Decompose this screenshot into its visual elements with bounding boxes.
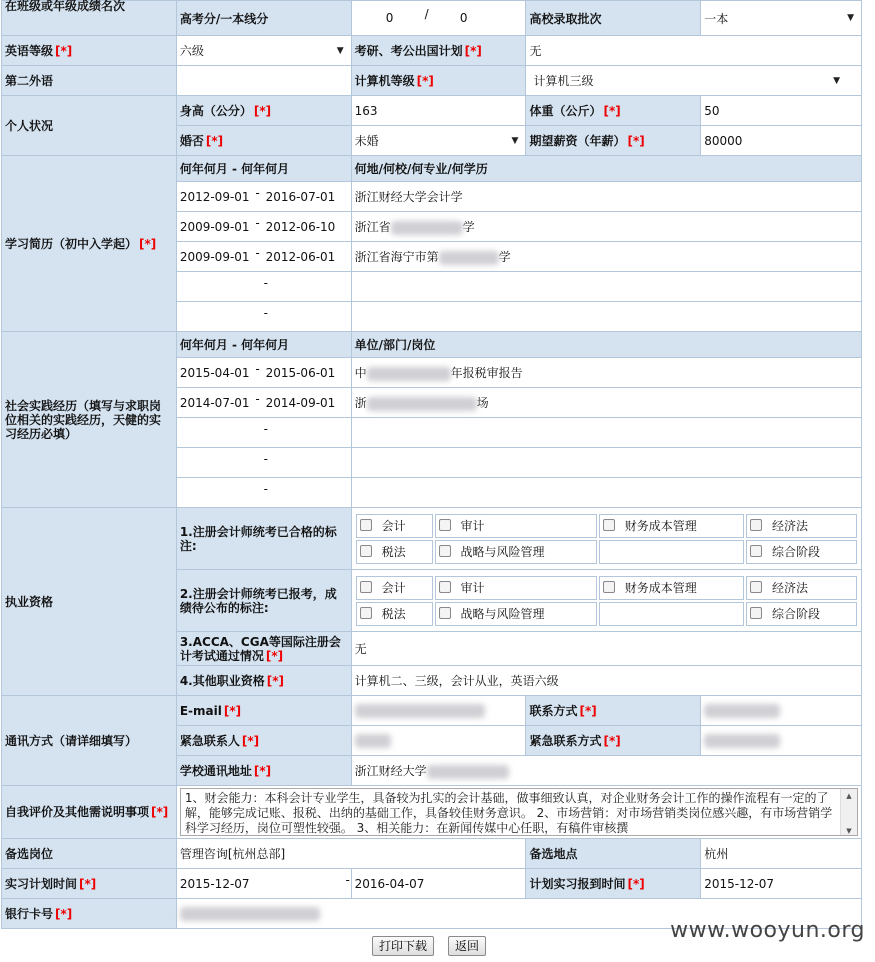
required-mark: [*]	[416, 74, 434, 88]
checkbox-economic-law[interactable]: 经济法	[746, 576, 857, 600]
practice-info-cell[interactable]: 浙 场	[351, 388, 861, 418]
redacted-text	[439, 251, 499, 265]
redacted-text	[704, 734, 780, 748]
checkbox-financial-cost[interactable]: 财务成本管理	[599, 514, 744, 538]
emergency-label: 紧急联系人 [*]	[176, 726, 351, 756]
required-mark: [*]	[464, 44, 482, 58]
practice-date-cell[interactable]: 2015-04-01 - 2015-06-01	[176, 358, 351, 388]
required-mark: [*]	[205, 134, 224, 148]
checkbox-accounting[interactable]: 会计	[356, 576, 433, 600]
emergency-input[interactable]	[351, 726, 526, 756]
emergency-phone-input[interactable]	[701, 726, 862, 756]
self-eval-cell	[176, 786, 861, 839]
back-button[interactable]: 返回	[448, 936, 486, 956]
second-lang-input[interactable]	[176, 66, 351, 96]
redacted-text	[355, 734, 391, 748]
weight-label: 体重（公斤） [*]	[526, 96, 701, 126]
address-input[interactable]: 浙江财经大学	[351, 756, 861, 786]
email-label: E-mail [*]	[176, 696, 351, 726]
q3-input[interactable]: 无	[351, 632, 861, 666]
english-select[interactable]	[176, 36, 351, 66]
computer-label: 计算机等级 [*]	[351, 66, 526, 96]
required-mark: [*]	[55, 907, 73, 921]
self-eval-label: 自我评价及其他需说明事项 [*]	[2, 786, 177, 839]
salary-input[interactable]: 80000	[701, 126, 862, 156]
required-mark: [*]	[151, 805, 169, 819]
salary-label: 期望薪资（年薪） [*]	[526, 126, 701, 156]
checkbox-tax[interactable]: 税法	[356, 602, 433, 626]
phone-label: 联系方式 [*]	[526, 696, 701, 726]
batch-select[interactable]	[701, 1, 862, 36]
required-mark: [*]	[579, 704, 597, 718]
redacted-text	[180, 907, 320, 921]
education-date-cell[interactable]: -	[176, 272, 351, 302]
education-info-cell[interactable]: 浙江省海宁市第 学	[351, 242, 861, 272]
report-time-input[interactable]: 2015-12-07	[701, 869, 862, 899]
required-mark: [*]	[265, 648, 284, 663]
education-info-cell[interactable]: 浙江财经大学会计学	[351, 182, 861, 212]
checkbox-empty	[599, 602, 744, 626]
education-date-cell[interactable]: 2009-09-01 - 2012-06-10	[176, 212, 351, 242]
required-mark: [*]	[79, 877, 97, 891]
checkbox-financial-cost[interactable]: 财务成本管理	[599, 576, 744, 600]
location-value[interactable]: 杭州	[701, 839, 862, 869]
practice-date-cell[interactable]: -	[176, 448, 351, 478]
education-label: 学习简历（初中入学起） [*]	[2, 156, 177, 332]
english-label: 英语等级 [*]	[2, 36, 177, 66]
required-mark: [*]	[603, 734, 621, 748]
exam-plan-input[interactable]: 无	[526, 36, 862, 66]
score-separator: /	[424, 7, 429, 21]
height-input[interactable]: 163	[351, 96, 526, 126]
q2-label: 2.注册会计师统考已报考，成绩待公布的标注:	[176, 570, 351, 632]
q1-label: 1.注册会计师统考已合格的标注:	[176, 508, 351, 570]
class-rank-label: 在班级或年级成绩名次	[2, 1, 177, 36]
redacted-text	[427, 765, 509, 779]
redacted-text	[355, 704, 485, 718]
practice-info-cell[interactable]: 中 年报税审报告	[351, 358, 861, 388]
education-col-info: 何地/何校/何专业/何学历	[351, 156, 861, 182]
english-select-value: 六级	[179, 44, 204, 58]
scroll-up-icon[interactable]: ▲	[846, 792, 852, 800]
checkbox-comprehensive[interactable]: 综合阶段	[746, 540, 857, 564]
personal-label: 个人状况	[2, 96, 177, 156]
chevron-down-icon: ▼	[833, 75, 840, 86]
practice-info-cell[interactable]	[351, 478, 861, 508]
application-form	[1, 0, 862, 929]
q1-checkbox-group	[351, 508, 861, 570]
practice-label: 社会实践经历（填写与求职岗位相关的实践经历，天健的实习经历必填）	[2, 332, 177, 508]
required-mark: [*]	[241, 734, 260, 748]
required-mark: [*]	[627, 134, 645, 148]
internship-end-input[interactable]: - 2016-04-07	[351, 869, 526, 899]
education-date-cell[interactable]: 2012-09-01 - 2016-07-01	[176, 182, 351, 212]
position-value[interactable]: 管理咨询[杭州总部]	[176, 839, 526, 869]
checkbox-audit[interactable]: 审计	[435, 514, 597, 538]
required-mark: [*]	[139, 237, 157, 251]
marital-label: 婚否 [*]	[176, 126, 351, 156]
bank-label: 银行卡号 [*]	[2, 899, 177, 929]
computer-select[interactable]	[526, 66, 862, 96]
internship-label: 实习计划时间 [*]	[2, 869, 177, 899]
scroll-down-icon[interactable]: ▼	[846, 827, 852, 835]
chevron-down-icon: ▼	[511, 135, 519, 146]
score-label: 高考分/一本线分	[176, 1, 351, 36]
score-cell	[351, 1, 526, 36]
position-label: 备选岗位	[2, 839, 177, 869]
education-info-cell[interactable]	[351, 302, 861, 332]
redacted-text	[704, 704, 780, 718]
email-input[interactable]	[351, 696, 526, 726]
q2-checkbox-group	[351, 570, 861, 632]
marital-select[interactable]	[351, 126, 526, 156]
required-mark: [*]	[266, 674, 284, 688]
textarea-scrollbar[interactable]	[840, 789, 857, 835]
second-lang-label: 第二外语	[2, 66, 177, 96]
required-mark: [*]	[223, 703, 242, 718]
practice-col-info: 单位/部门/岗位	[351, 332, 861, 358]
education-date-cell[interactable]: -	[176, 302, 351, 332]
required-mark: [*]	[253, 764, 272, 778]
practice-info-cell[interactable]	[351, 418, 861, 448]
checkbox-audit[interactable]: 审计	[435, 576, 597, 600]
redacted-text	[367, 397, 477, 411]
checkbox-strategy-risk[interactable]: 战略与风险管理	[435, 602, 597, 626]
self-eval-textarea[interactable]: 1、财会能力：本科会计专业学生，具备较为扎实的会计基础，做事细致认真，对企业财务会计工作的操作流程有一定的了解，能够完成记账、报税、出纳的基础工作，具备较佳财务意识。 2、市场营销：对市场营销类岗位感兴趣，有市场营销学科学习经历，岗位可塑性较强。 3、相关能力：在新闻传媒中心任职，有稿件审核撰 ▲ ▼	[180, 788, 858, 836]
phone-input[interactable]	[701, 696, 862, 726]
checkbox-empty	[599, 540, 744, 564]
required-mark: [*]	[603, 104, 621, 118]
q4-label: 4.其他职业资格 [*]	[176, 666, 351, 696]
redacted-text	[367, 367, 451, 381]
computer-select-value: 计算机三级	[533, 74, 594, 88]
checkbox-economic-law[interactable]: 经济法	[746, 514, 857, 538]
score-input[interactable]: 0	[385, 11, 394, 25]
practice-date-cell[interactable]: 2014-07-01 - 2014-09-01	[176, 388, 351, 418]
redacted-text	[391, 221, 463, 235]
practice-col-date: 何年何月 - 何年何月	[176, 332, 351, 358]
exam-plan-label: 考研、考公出国计划 [*]	[351, 36, 526, 66]
checkbox-comprehensive[interactable]: 综合阶段	[746, 602, 857, 626]
chevron-down-icon: ▼	[847, 13, 854, 23]
education-info-cell[interactable]	[351, 272, 861, 302]
q4-input[interactable]: 计算机二、三级，会计从业，英语六级	[351, 666, 861, 696]
internship-start-input[interactable]: 2015-12-07	[176, 869, 351, 899]
checkbox-strategy-risk[interactable]: 战略与风险管理	[435, 540, 597, 564]
education-col-date: 何年何月 - 何年何月	[176, 156, 351, 182]
location-label: 备选地点	[526, 839, 701, 869]
q3-label: 3.ACCA、CGA等国际注册会计考试通过情况 [*]	[176, 632, 351, 666]
line-input[interactable]: 0	[459, 11, 468, 25]
checkbox-tax[interactable]: 税法	[356, 540, 433, 564]
height-label: 身高（公分） [*]	[176, 96, 351, 126]
print-download-button[interactable]: 打印下载	[372, 936, 434, 956]
marital-select-value: 未婚	[354, 134, 379, 148]
required-mark: [*]	[627, 877, 645, 891]
qualification-label: 执业资格	[2, 508, 177, 696]
address-label: 学校通讯地址 [*]	[176, 756, 351, 786]
chevron-down-icon: ▼	[336, 45, 344, 56]
required-mark: [*]	[253, 104, 272, 118]
report-time-label: 计划实习报到时间 [*]	[526, 869, 701, 899]
watermark-text: www.wooyun.org	[670, 918, 865, 943]
education-date-cell[interactable]: 2009-09-01 - 2012-06-01	[176, 242, 351, 272]
weight-input[interactable]: 50	[701, 96, 862, 126]
checkbox-accounting[interactable]: 会计	[356, 514, 433, 538]
practice-date-cell[interactable]: -	[176, 478, 351, 508]
contact-label: 通讯方式（请详细填写）	[2, 696, 177, 786]
batch-select-value: 一本	[704, 11, 729, 26]
education-info-cell[interactable]: 浙江省 学	[351, 212, 861, 242]
practice-info-cell[interactable]	[351, 448, 861, 478]
practice-date-cell[interactable]: -	[176, 418, 351, 448]
batch-label: 高校录取批次	[526, 1, 701, 36]
emergency-phone-label: 紧急联系方式 [*]	[526, 726, 701, 756]
required-mark: [*]	[55, 44, 73, 58]
